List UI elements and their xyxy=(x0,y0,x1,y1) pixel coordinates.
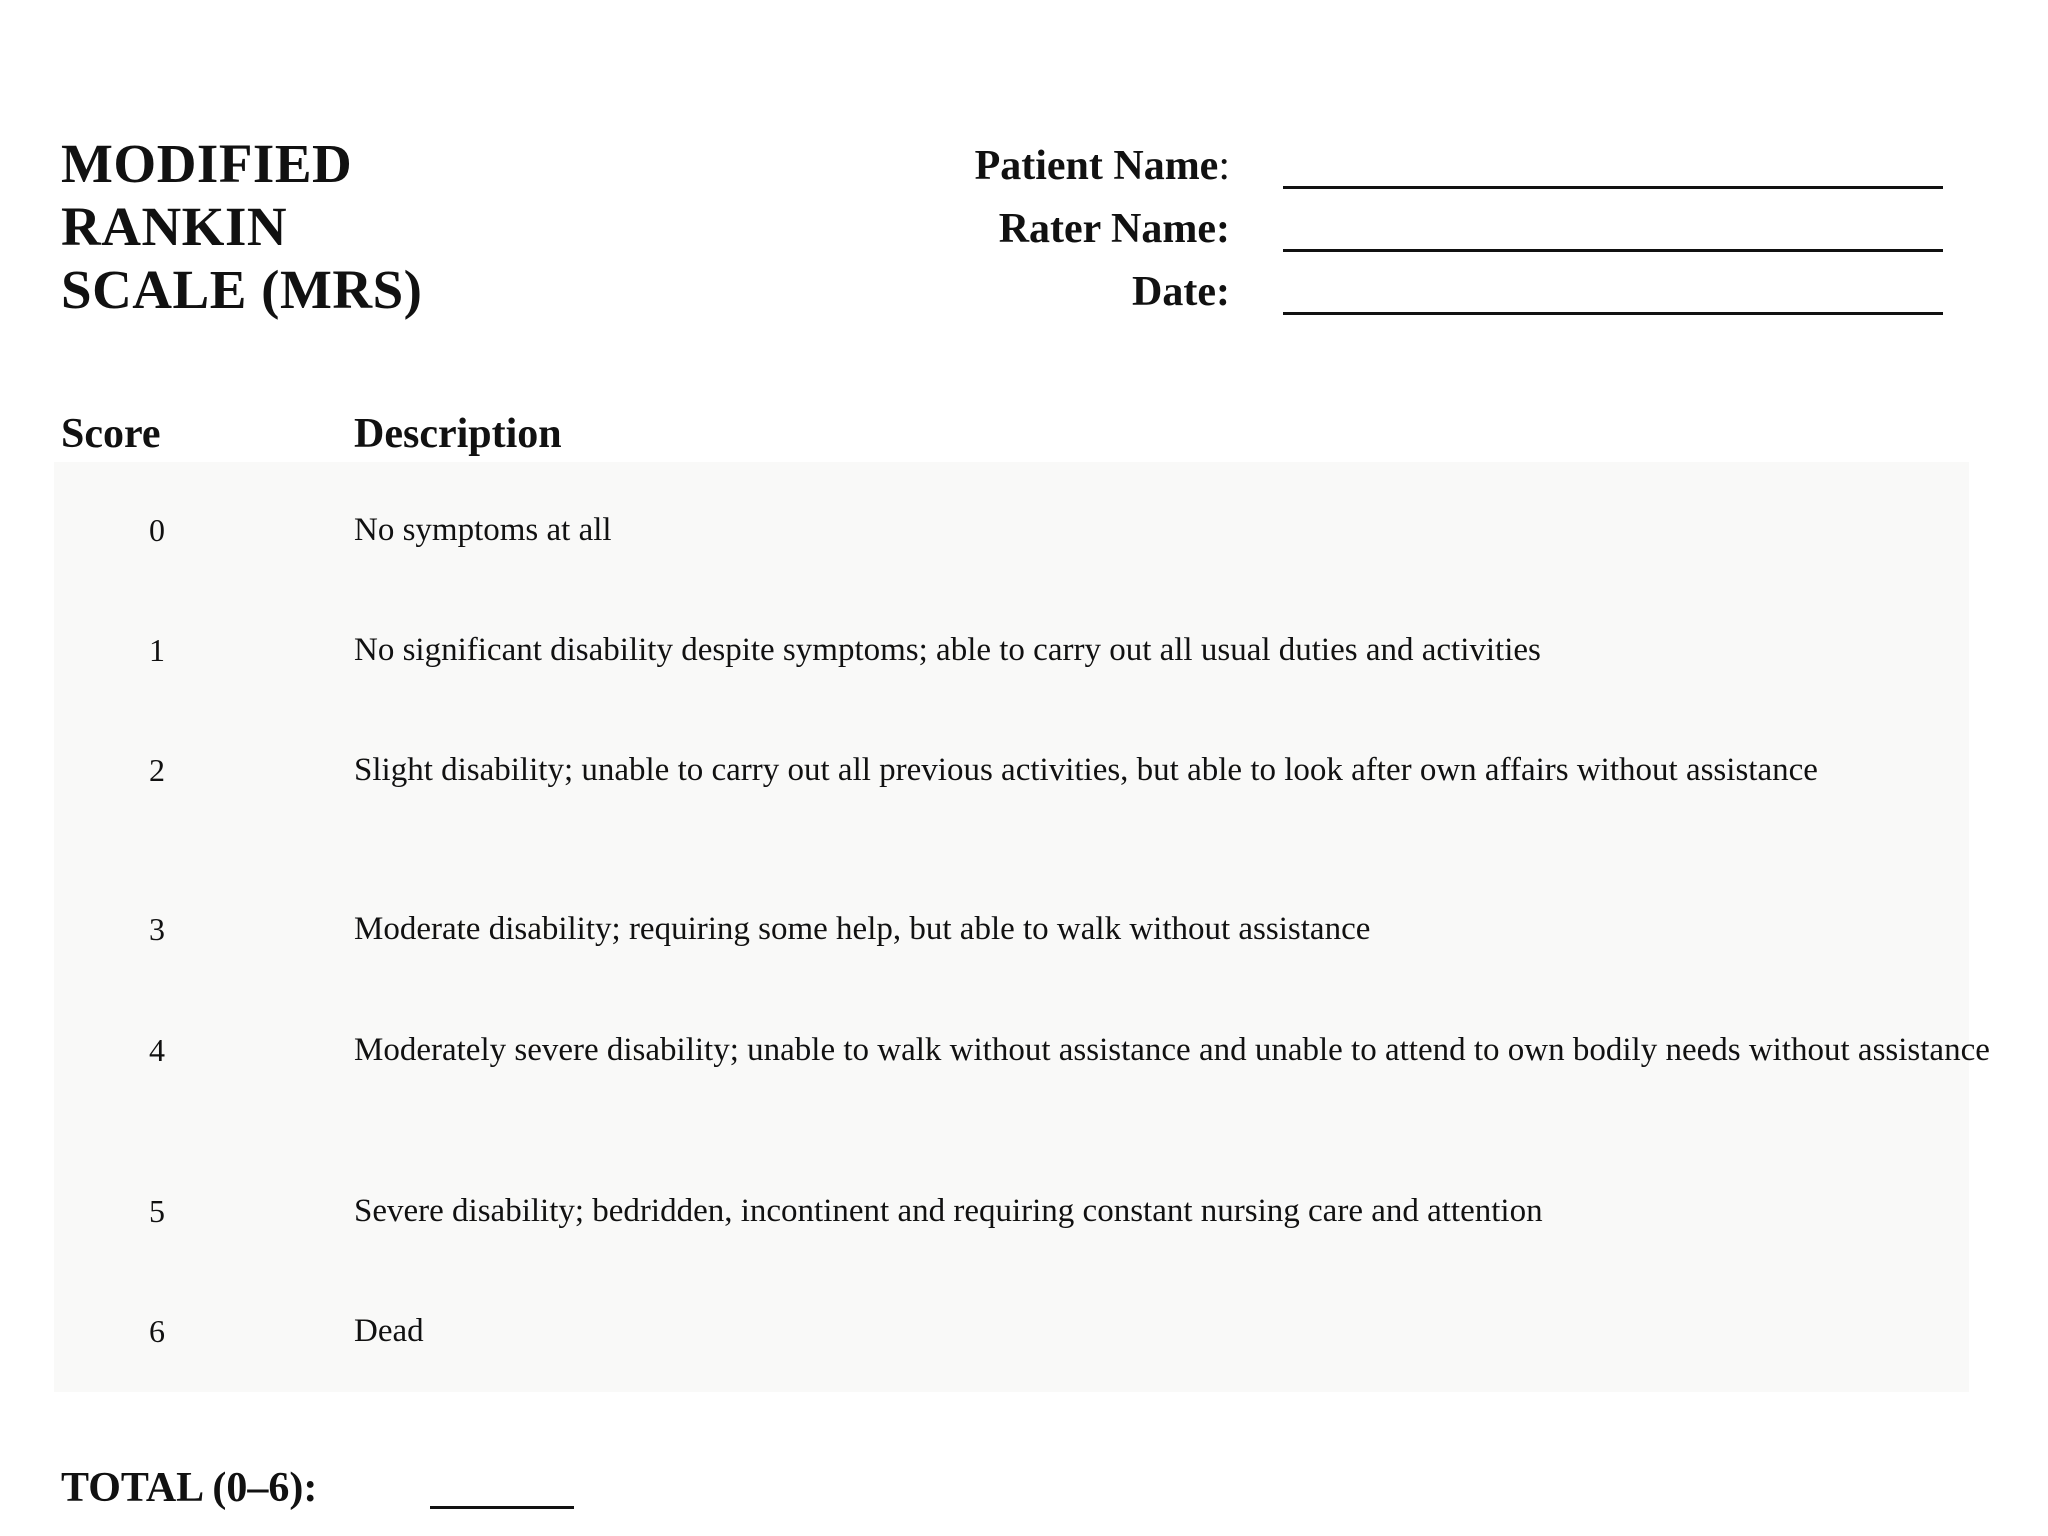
row-description: Dead xyxy=(354,1313,424,1349)
row-description: Severe disability; bedridden, incontinent and requiring constant nursing care and attention xyxy=(354,1193,1543,1229)
title-line-3: SCALE (MRS) xyxy=(61,259,423,320)
row-score: 0 xyxy=(149,512,165,548)
row-score: 5 xyxy=(149,1193,165,1229)
row-score: 6 xyxy=(149,1313,165,1349)
table-header xyxy=(54,410,1969,465)
total-label: TOTAL (0–6): xyxy=(61,1465,318,1511)
row-description: Moderate disability; requiring some help, but able to walk without assistance xyxy=(354,911,1371,947)
description-column-header: Description xyxy=(354,411,562,457)
total-field[interactable] xyxy=(430,1506,574,1509)
rater-name-row xyxy=(0,205,2048,268)
row-score: 1 xyxy=(149,632,165,668)
date-field[interactable] xyxy=(1283,312,1943,315)
patient-name-label: Patient Name: xyxy=(974,143,1230,189)
rater-name-field[interactable] xyxy=(1283,249,1943,252)
row-score: 2 xyxy=(149,752,165,788)
title-line-1: MODIFIED xyxy=(61,133,353,194)
row-description: No significant disability despite symptoms; able to carry out all usual duties and activities xyxy=(354,632,1541,668)
score-table-body xyxy=(54,462,1990,1392)
row-description: No symptoms at all xyxy=(354,512,612,548)
row-description: Moderately severe disability; unable to walk without assistance and unable to attend to own bodily needs without assistance xyxy=(354,1032,1990,1068)
rater-name-label: Rater Name: xyxy=(998,206,1230,252)
patient-name-field[interactable] xyxy=(1283,186,1943,189)
score-column-header: Score xyxy=(61,411,161,457)
row-score: 4 xyxy=(149,1032,165,1068)
patient-name-row xyxy=(0,142,2048,205)
date-row xyxy=(0,268,2048,331)
row-description: Slight disability; unable to carry out all previous activities, but able to look after own affairs without assistance xyxy=(354,752,1818,788)
row-score: 3 xyxy=(149,911,165,947)
patient-name-colon: : xyxy=(1218,143,1230,189)
date-label: Date: xyxy=(1132,269,1230,315)
title-line-2: RANKIN xyxy=(61,196,288,257)
